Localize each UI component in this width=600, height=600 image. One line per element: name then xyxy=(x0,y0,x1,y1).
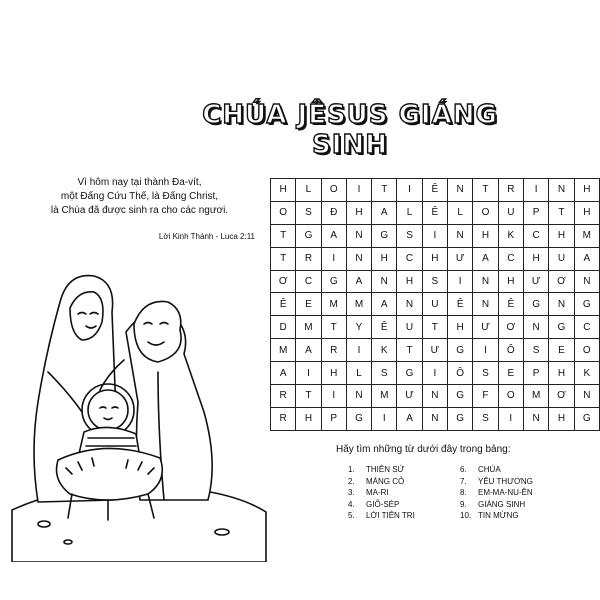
grid-cell[interactable]: M xyxy=(296,316,321,339)
bible-verse xyxy=(32,176,247,218)
grid-cell[interactable]: E xyxy=(296,293,321,316)
grid-cell[interactable]: Ư xyxy=(422,339,447,362)
grid-cell[interactable]: Y xyxy=(346,316,371,339)
grid-cell[interactable]: H xyxy=(422,247,447,270)
grid-cell[interactable]: G xyxy=(549,316,574,339)
verse-line: là Chúa đã được sinh ra cho các ngươi. xyxy=(50,205,229,216)
grid-cell[interactable]: R xyxy=(271,407,296,430)
grid-cell[interactable]: N xyxy=(346,224,371,247)
word-list-left xyxy=(348,464,415,522)
grid-cell[interactable]: P xyxy=(321,407,346,430)
grid-cell[interactable]: Ê xyxy=(422,201,447,224)
grid-cell[interactable]: I xyxy=(321,247,346,270)
grid-cell[interactable]: K xyxy=(372,339,397,362)
grid-cell[interactable]: M xyxy=(372,385,397,408)
grid-cell[interactable]: N xyxy=(523,316,548,339)
grid-cell[interactable]: H xyxy=(372,247,397,270)
grid-cell[interactable]: Ê xyxy=(448,293,473,316)
grid-cell[interactable]: C xyxy=(523,224,548,247)
grid-cell[interactable]: M xyxy=(523,385,548,408)
grid-cell[interactable]: N xyxy=(473,293,498,316)
grid-cell[interactable]: T xyxy=(473,179,498,202)
grid-cell[interactable]: R xyxy=(271,385,296,408)
grid-cell[interactable]: M xyxy=(574,224,599,247)
grid-cell[interactable]: C xyxy=(574,316,599,339)
grid-row xyxy=(271,179,600,202)
grid-cell[interactable]: C xyxy=(397,247,422,270)
grid-row xyxy=(271,339,600,362)
word-item: 9. GIÁNG SINH xyxy=(460,499,526,509)
verse-line: Vì hôm nay tại thành Đa-vít, xyxy=(77,177,202,188)
grid-cell[interactable]: T xyxy=(397,339,422,362)
grid-cell[interactable]: M xyxy=(321,293,346,316)
grid-cell[interactable]: M xyxy=(346,293,371,316)
grid-cell[interactable]: A xyxy=(296,339,321,362)
grid-cell[interactable]: G xyxy=(321,270,346,293)
grid-cell[interactable]: I xyxy=(498,407,523,430)
grid-cell[interactable]: E xyxy=(498,362,523,385)
grid-cell[interactable]: I xyxy=(473,339,498,362)
grid-cell[interactable]: S xyxy=(372,362,397,385)
grid-cell[interactable]: A xyxy=(574,247,599,270)
grid-cell[interactable]: P xyxy=(523,201,548,224)
grid-cell[interactable]: O xyxy=(473,201,498,224)
grid-cell[interactable]: T xyxy=(549,201,574,224)
grid-cell[interactable]: Ơ xyxy=(549,270,574,293)
grid-cell[interactable]: L xyxy=(296,179,321,202)
grid-cell[interactable]: N xyxy=(574,385,599,408)
grid-cell[interactable]: G xyxy=(448,339,473,362)
grid-cell[interactable]: O xyxy=(271,201,296,224)
grid-cell[interactable]: I xyxy=(422,224,447,247)
verse-reference: Lời Kinh Thánh - Luca 2:11 xyxy=(158,232,255,241)
grid-cell[interactable]: I xyxy=(448,270,473,293)
grid-cell[interactable]: T xyxy=(321,316,346,339)
grid-cell[interactable]: R xyxy=(498,179,523,202)
grid-cell[interactable]: I xyxy=(321,385,346,408)
grid-cell[interactable]: H xyxy=(473,224,498,247)
grid-cell[interactable]: S xyxy=(296,201,321,224)
grid-cell[interactable]: Ư xyxy=(448,247,473,270)
grid-cell[interactable]: N xyxy=(549,293,574,316)
grid-cell[interactable]: H xyxy=(549,224,574,247)
grid-cell[interactable]: A xyxy=(346,270,371,293)
grid-cell[interactable]: A xyxy=(473,247,498,270)
grid-cell[interactable]: Đ xyxy=(321,201,346,224)
grid-cell[interactable]: A xyxy=(372,293,397,316)
grid-cell[interactable]: H xyxy=(321,362,346,385)
grid-row xyxy=(271,407,600,430)
grid-cell[interactable]: T xyxy=(372,179,397,202)
grid-cell[interactable]: N xyxy=(549,179,574,202)
word-item: 5. LỜI TIÊN TRI xyxy=(348,511,415,520)
grid-cell[interactable]: I xyxy=(346,339,371,362)
grid-cell[interactable]: R xyxy=(321,339,346,362)
grid-cell[interactable]: A xyxy=(271,362,296,385)
grid-cell[interactable]: N xyxy=(346,247,371,270)
grid-cell[interactable]: T xyxy=(271,247,296,270)
grid-cell[interactable]: H xyxy=(296,407,321,430)
word-item: 3. MA-RI xyxy=(348,488,389,497)
grid-cell[interactable]: H xyxy=(271,179,296,202)
word-item: 10. TIN MỪNG xyxy=(460,511,519,520)
grid-cell[interactable]: A xyxy=(397,407,422,430)
grid-cell[interactable]: U xyxy=(549,247,574,270)
grid-cell[interactable]: G xyxy=(523,293,548,316)
word-item: 2. MÁNG CỎ xyxy=(348,476,405,486)
word-list-right xyxy=(460,464,533,522)
grid-cell[interactable]: N xyxy=(448,224,473,247)
grid-cell[interactable]: U xyxy=(498,201,523,224)
grid-cell[interactable]: G xyxy=(346,407,371,430)
grid-cell[interactable]: H xyxy=(498,270,523,293)
grid-cell[interactable]: I xyxy=(397,179,422,202)
grid-cell[interactable]: Ư xyxy=(397,385,422,408)
grid-row xyxy=(271,362,600,385)
grid-cell[interactable]: H xyxy=(346,201,371,224)
word-item: 8. EM-MA-NU-ÊN xyxy=(460,488,533,497)
grid-cell[interactable]: Ư xyxy=(523,270,548,293)
grid-cell[interactable]: L xyxy=(397,201,422,224)
grid-cell[interactable]: Ê xyxy=(498,293,523,316)
grid-cell[interactable]: K xyxy=(574,362,599,385)
grid-cell[interactable]: S xyxy=(473,407,498,430)
grid-cell[interactable]: N xyxy=(372,270,397,293)
grid-row xyxy=(271,224,600,247)
word-item: 4. GIÔ-SÉP xyxy=(348,499,400,509)
grid-cell[interactable]: H xyxy=(397,270,422,293)
grid-cell[interactable]: E xyxy=(549,339,574,362)
grid-cell[interactable]: S xyxy=(422,270,447,293)
grid-cell[interactable]: A xyxy=(372,201,397,224)
word-item: 7. YÊU THƯƠNG xyxy=(460,476,533,486)
grid-cell[interactable]: G xyxy=(574,407,599,430)
grid-cell[interactable]: N xyxy=(448,179,473,202)
grid-cell[interactable]: C xyxy=(296,270,321,293)
grid-cell[interactable]: G xyxy=(372,224,397,247)
grid-cell[interactable]: G xyxy=(448,407,473,430)
grid-cell[interactable]: H xyxy=(549,407,574,430)
grid-cell[interactable]: H xyxy=(523,247,548,270)
grid-row xyxy=(271,293,600,316)
nativity-illustration xyxy=(8,262,270,562)
grid-row xyxy=(271,385,600,408)
grid-cell[interactable]: G xyxy=(397,362,422,385)
grid-cell[interactable]: Ê xyxy=(422,179,447,202)
grid-cell[interactable]: Ư xyxy=(473,316,498,339)
grid-cell[interactable]: G xyxy=(574,293,599,316)
grid-cell[interactable]: N xyxy=(422,407,447,430)
grid-cell[interactable]: Ơ xyxy=(549,385,574,408)
grid-cell[interactable]: K xyxy=(498,224,523,247)
grid-cell[interactable]: O xyxy=(321,179,346,202)
grid-cell[interactable]: Ơ xyxy=(498,316,523,339)
grid-cell[interactable]: L xyxy=(448,201,473,224)
grid-cell[interactable]: G xyxy=(448,385,473,408)
grid-cell[interactable]: H xyxy=(574,201,599,224)
word-search-grid xyxy=(270,178,600,431)
grid-cell[interactable]: U xyxy=(422,293,447,316)
grid-cell[interactable]: N xyxy=(523,407,548,430)
grid-cell[interactable]: Ơ xyxy=(271,270,296,293)
grid-cell[interactable]: F xyxy=(473,385,498,408)
grid-cell[interactable]: I xyxy=(422,362,447,385)
grid-cell[interactable]: S xyxy=(523,339,548,362)
grid-row xyxy=(271,247,600,270)
grid-cell[interactable]: S xyxy=(473,362,498,385)
grid-cell[interactable]: I xyxy=(372,407,397,430)
grid-cell[interactable]: Ê xyxy=(372,316,397,339)
grid-cell[interactable]: Ô xyxy=(498,339,523,362)
grid-cell[interactable]: U xyxy=(397,316,422,339)
grid-cell[interactable]: Ê xyxy=(271,293,296,316)
grid-cell[interactable]: N xyxy=(346,385,371,408)
grid-cell[interactable]: H xyxy=(549,362,574,385)
grid-cell[interactable]: T xyxy=(422,316,447,339)
grid-cell[interactable]: H xyxy=(448,316,473,339)
grid-cell[interactable]: N xyxy=(574,270,599,293)
grid-row xyxy=(271,316,600,339)
word-item: 1. THIÊN SỨ xyxy=(348,465,405,474)
grid-cell[interactable]: C xyxy=(498,247,523,270)
grid-cell[interactable]: R xyxy=(296,247,321,270)
grid-cell[interactable]: D xyxy=(271,316,296,339)
grid-row xyxy=(271,270,600,293)
grid-cell[interactable]: I xyxy=(296,362,321,385)
grid-cell[interactable]: Ô xyxy=(448,362,473,385)
instructions: Hãy tìm những từ dưới đây trong bảng: xyxy=(336,444,511,455)
grid-cell[interactable]: S xyxy=(397,224,422,247)
grid-cell[interactable]: A xyxy=(321,224,346,247)
grid-cell[interactable]: O xyxy=(498,385,523,408)
grid-cell[interactable]: L xyxy=(346,362,371,385)
grid-cell[interactable]: M xyxy=(271,339,296,362)
grid-cell[interactable]: P xyxy=(523,362,548,385)
grid-cell[interactable]: T xyxy=(271,224,296,247)
grid-cell[interactable]: N xyxy=(473,270,498,293)
grid-cell[interactable]: T xyxy=(296,385,321,408)
grid-cell[interactable]: N xyxy=(397,293,422,316)
grid-cell[interactable]: I xyxy=(346,179,371,202)
grid-cell[interactable]: O xyxy=(574,339,599,362)
grid-cell[interactable]: I xyxy=(523,179,548,202)
word-item: 6. CHÚA xyxy=(460,465,501,474)
verse-line: một Đấng Cứu Thế, là Đấng Christ, xyxy=(60,191,219,202)
grid-cell[interactable]: G xyxy=(296,224,321,247)
grid-cell[interactable]: H xyxy=(574,179,599,202)
page-title: CHÚA JÊSUS GIÁNG SINH xyxy=(202,100,498,160)
grid-row xyxy=(271,201,600,224)
grid-cell[interactable]: N xyxy=(422,385,447,408)
